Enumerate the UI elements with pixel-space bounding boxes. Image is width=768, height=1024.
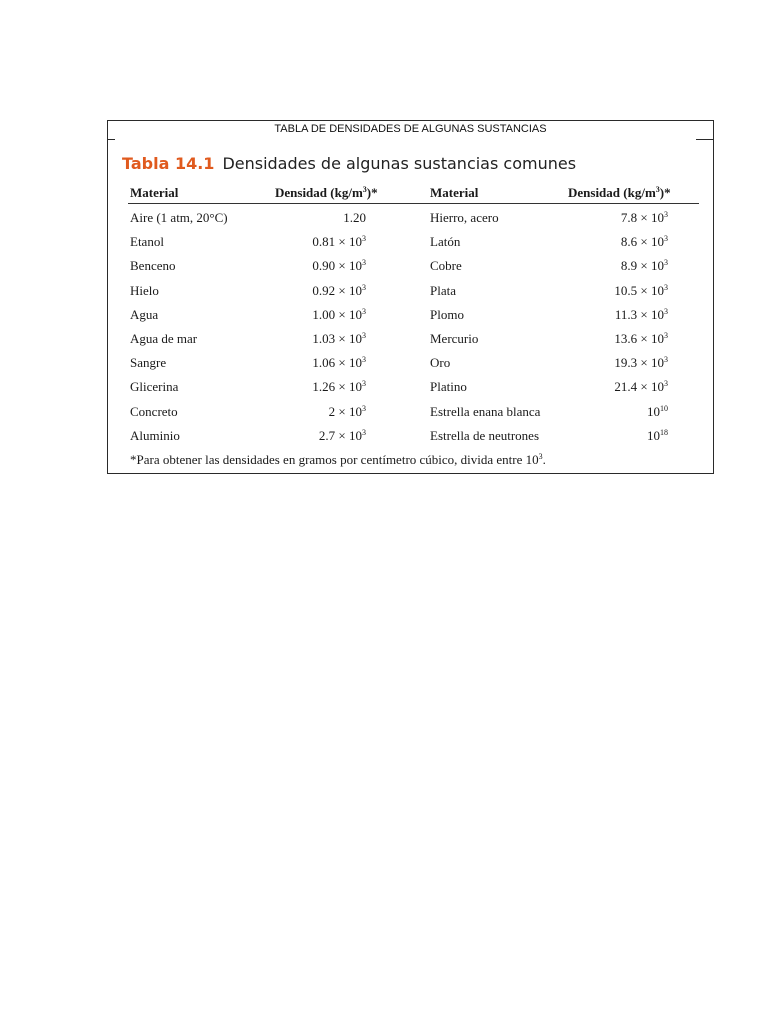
material-cell: Estrella de neutrones bbox=[430, 427, 540, 443]
table-title bbox=[122, 154, 576, 173]
material-cell: Oro bbox=[430, 355, 451, 371]
page-header: TABLA DE DENSIDADES DE ALGUNAS SUSTANCIAS bbox=[274, 123, 547, 135]
material-cell: Hierro, acero bbox=[430, 210, 499, 225]
material-cell: Agua de mar bbox=[130, 331, 198, 346]
header-rule bbox=[128, 203, 699, 204]
material-cell: Concreto bbox=[130, 403, 178, 419]
density-cell: $0.90 \times 10^3$ bbox=[312, 258, 366, 274]
material-cell: Cobre bbox=[430, 258, 462, 274]
density-cell: $10^{18}$ bbox=[647, 427, 668, 443]
col-density-2: Densidad $(kg/m^3)*$ bbox=[568, 185, 671, 200]
density-cell: $7.8 \times 10^3$ bbox=[620, 210, 668, 225]
col-material-1: Material bbox=[130, 185, 179, 200]
density-cell: $10.5 \times 10^3$ bbox=[614, 282, 668, 298]
material-cell: Glicerina bbox=[130, 379, 179, 395]
material-cell: Agua bbox=[130, 306, 159, 322]
material-cell: Sangre bbox=[130, 355, 167, 371]
material-cell: Aluminio bbox=[130, 427, 180, 443]
density-cell: $0.92 \times 10^3$ bbox=[312, 282, 366, 298]
density-cell: $13.6 \times 10^3$ bbox=[614, 331, 668, 346]
density-cell: $1.03 \times 10^3$ bbox=[312, 331, 366, 346]
material-cell: Latón bbox=[430, 234, 461, 250]
table-label: Tabla 14.1 bbox=[122, 154, 215, 173]
density-cell: $2.7 \times 10^3$ bbox=[318, 427, 366, 443]
material-cell: Plata bbox=[430, 282, 456, 298]
table-frame bbox=[107, 120, 714, 474]
density-cell: $21.4 \times 10^3$ bbox=[614, 379, 668, 395]
density-cell: $0.81 \times 10^3$ bbox=[312, 234, 366, 250]
density-cell: $19.3 \times 10^3$ bbox=[614, 355, 668, 371]
table-title-text: Densidades de algunas sustancias comunes bbox=[222, 154, 577, 173]
material-cell: Hielo bbox=[130, 282, 159, 298]
density-cell: $8.9 \times 10^3$ bbox=[620, 258, 668, 274]
material-cell: Plomo bbox=[430, 306, 464, 322]
density-cell: $1.00 \times 10^3$ bbox=[312, 306, 366, 322]
material-cell: Etanol bbox=[130, 234, 164, 250]
footnote: *Para obtener las densidades en gramos por centímetro cúbico, divida entre $10^3$. bbox=[130, 452, 546, 467]
material-cell: Platino bbox=[430, 379, 467, 395]
col-density-1: Densidad $(kg/m^3)*$ bbox=[275, 185, 378, 200]
density-cell: 1.20 bbox=[343, 210, 366, 225]
material-cell: Aire (1 atm, 20°C) bbox=[130, 210, 228, 225]
material-cell: Benceno bbox=[130, 258, 176, 274]
material-cell: Estrella enana blanca bbox=[430, 403, 541, 419]
density-cell: $1.26 \times 10^3$ bbox=[312, 379, 366, 395]
material-cell: Mercurio bbox=[430, 331, 479, 346]
density-cell: $10^{10}$ bbox=[647, 403, 668, 419]
density-cell: $1.06 \times 10^3$ bbox=[312, 355, 366, 371]
density-cell: $8.6 \times 10^3$ bbox=[620, 234, 668, 250]
col-material-2: Material bbox=[430, 185, 479, 200]
density-cell: $11.3 \times 10^3$ bbox=[614, 306, 668, 322]
density-cell: $2 \times 10^3$ bbox=[328, 403, 366, 419]
